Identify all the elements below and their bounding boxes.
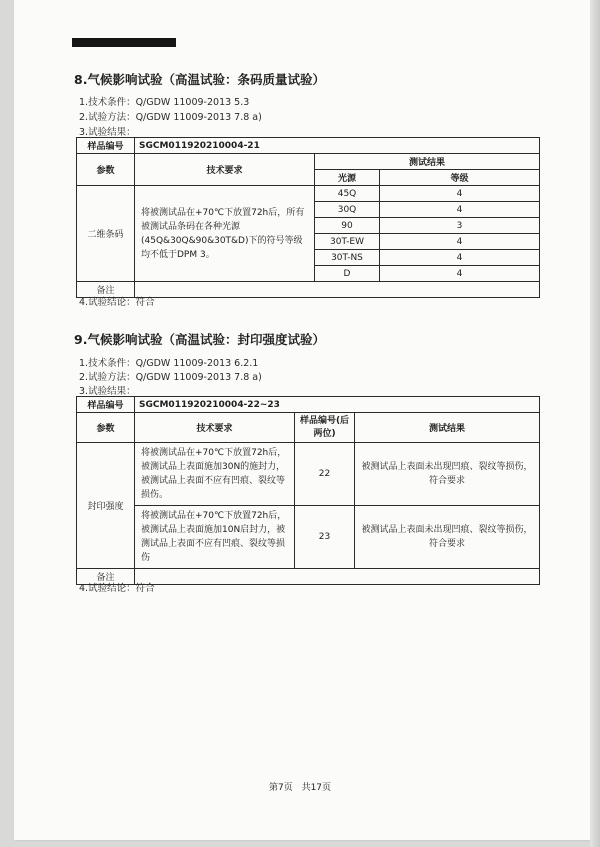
binding-edge xyxy=(590,0,600,847)
col-requirement: 技术要求 xyxy=(135,413,295,443)
section-8-tech-condition: 1.技术条件：Q/GDW 11009-2013 5.3 xyxy=(79,97,250,108)
page-footer xyxy=(0,780,600,793)
sample-suffix-cell: 23 xyxy=(295,506,355,569)
light-source-cell: 90 xyxy=(315,218,380,234)
section-9-table xyxy=(76,396,540,585)
section-9-conclusion: 4.试验结论：符合 xyxy=(79,583,155,594)
sample-suffix-cell: 22 xyxy=(295,443,355,506)
seal-requirement: 将被测试品在+70℃下放置72h后，被测试品上表面施加10N启封力，被测试品上表面不应有凹痕、裂纹等损伤 xyxy=(135,506,295,569)
light-source-cell: D xyxy=(315,266,380,282)
grade-cell: 4 xyxy=(380,234,540,250)
page-total: 共17页 xyxy=(301,783,332,793)
section-8-conclusion: 4.试验结论：符合 xyxy=(79,297,155,308)
col-sample-suffix: 样品编号(后两位) xyxy=(295,413,355,443)
seal-result: 被测试品上表面未出现凹痕、裂纹等损伤，符合要求 xyxy=(355,443,540,506)
seal-result: 被测试品上表面未出现凹痕、裂纹等损伤，符合要求 xyxy=(355,506,540,569)
note-label: 备注 xyxy=(77,569,135,585)
note-label: 备注 xyxy=(77,282,135,298)
grade-cell: 4 xyxy=(380,186,540,202)
light-source-cell: 30Q xyxy=(315,202,380,218)
grade-cell: 4 xyxy=(380,266,540,282)
seal-requirement: 将被测试品在+70℃下放置72h后，被测试品上表面施加30N的施封力，被测试品上表面不应有凹痕、裂纹等损伤。 xyxy=(135,443,295,506)
page-number: 第7页 xyxy=(268,783,293,793)
col-requirement: 技术要求 xyxy=(135,154,315,186)
param-seal-strength: 封印强度 xyxy=(77,443,135,569)
section-9-title: 9.气候影响试验（高温试验：封印强度试验） xyxy=(74,332,325,347)
param-barcode: 二维条码 xyxy=(77,186,135,282)
section-9-test-method: 2.试验方法：Q/GDW 11009-2013 7.8 a) xyxy=(79,372,262,383)
light-source-cell: 45Q xyxy=(315,186,380,202)
col-grade: 等级 xyxy=(380,170,540,186)
col-light-source: 光源 xyxy=(315,170,380,186)
section-8-test-method: 2.试验方法：Q/GDW 11009-2013 7.8 a) xyxy=(79,112,262,123)
document-page xyxy=(14,0,592,840)
redacted-header xyxy=(72,38,176,47)
grade-cell: 4 xyxy=(380,202,540,218)
col-param: 参数 xyxy=(77,413,135,443)
light-source-cell: 30T-NS xyxy=(315,250,380,266)
note-value xyxy=(135,282,540,298)
col-result: 测试结果 xyxy=(355,413,540,443)
section-8-results-label: 3.试验结果： xyxy=(79,127,136,138)
section-9-tech-condition: 1.技术条件：Q/GDW 11009-2013 6.2.1 xyxy=(79,358,259,369)
barcode-requirement: 将被测试品在+70℃下放置72h后，所有被测试品条码在各种光源(45Q&30Q&90&30T&D)下的符号等级均不低于DPM 3。 xyxy=(135,186,315,282)
sample-id-value: SGCM011920210004-21 xyxy=(135,138,540,154)
section-8-title: 8.气候影响试验（高温试验：条码质量试验） xyxy=(74,72,325,87)
section-8-table xyxy=(76,137,540,298)
grade-cell: 3 xyxy=(380,218,540,234)
light-source-cell: 30T-EW xyxy=(315,234,380,250)
sample-id-label: 样品编号 xyxy=(77,138,135,154)
col-result: 测试结果 xyxy=(315,154,540,170)
sample-id-label: 样品编号 xyxy=(77,397,135,413)
col-param: 参数 xyxy=(77,154,135,186)
grade-cell: 4 xyxy=(380,250,540,266)
section-9-results-label: 3.试验结果： xyxy=(79,386,136,397)
sample-id-value: SGCM011920210004-22~23 xyxy=(135,397,540,413)
note-value xyxy=(135,569,540,585)
